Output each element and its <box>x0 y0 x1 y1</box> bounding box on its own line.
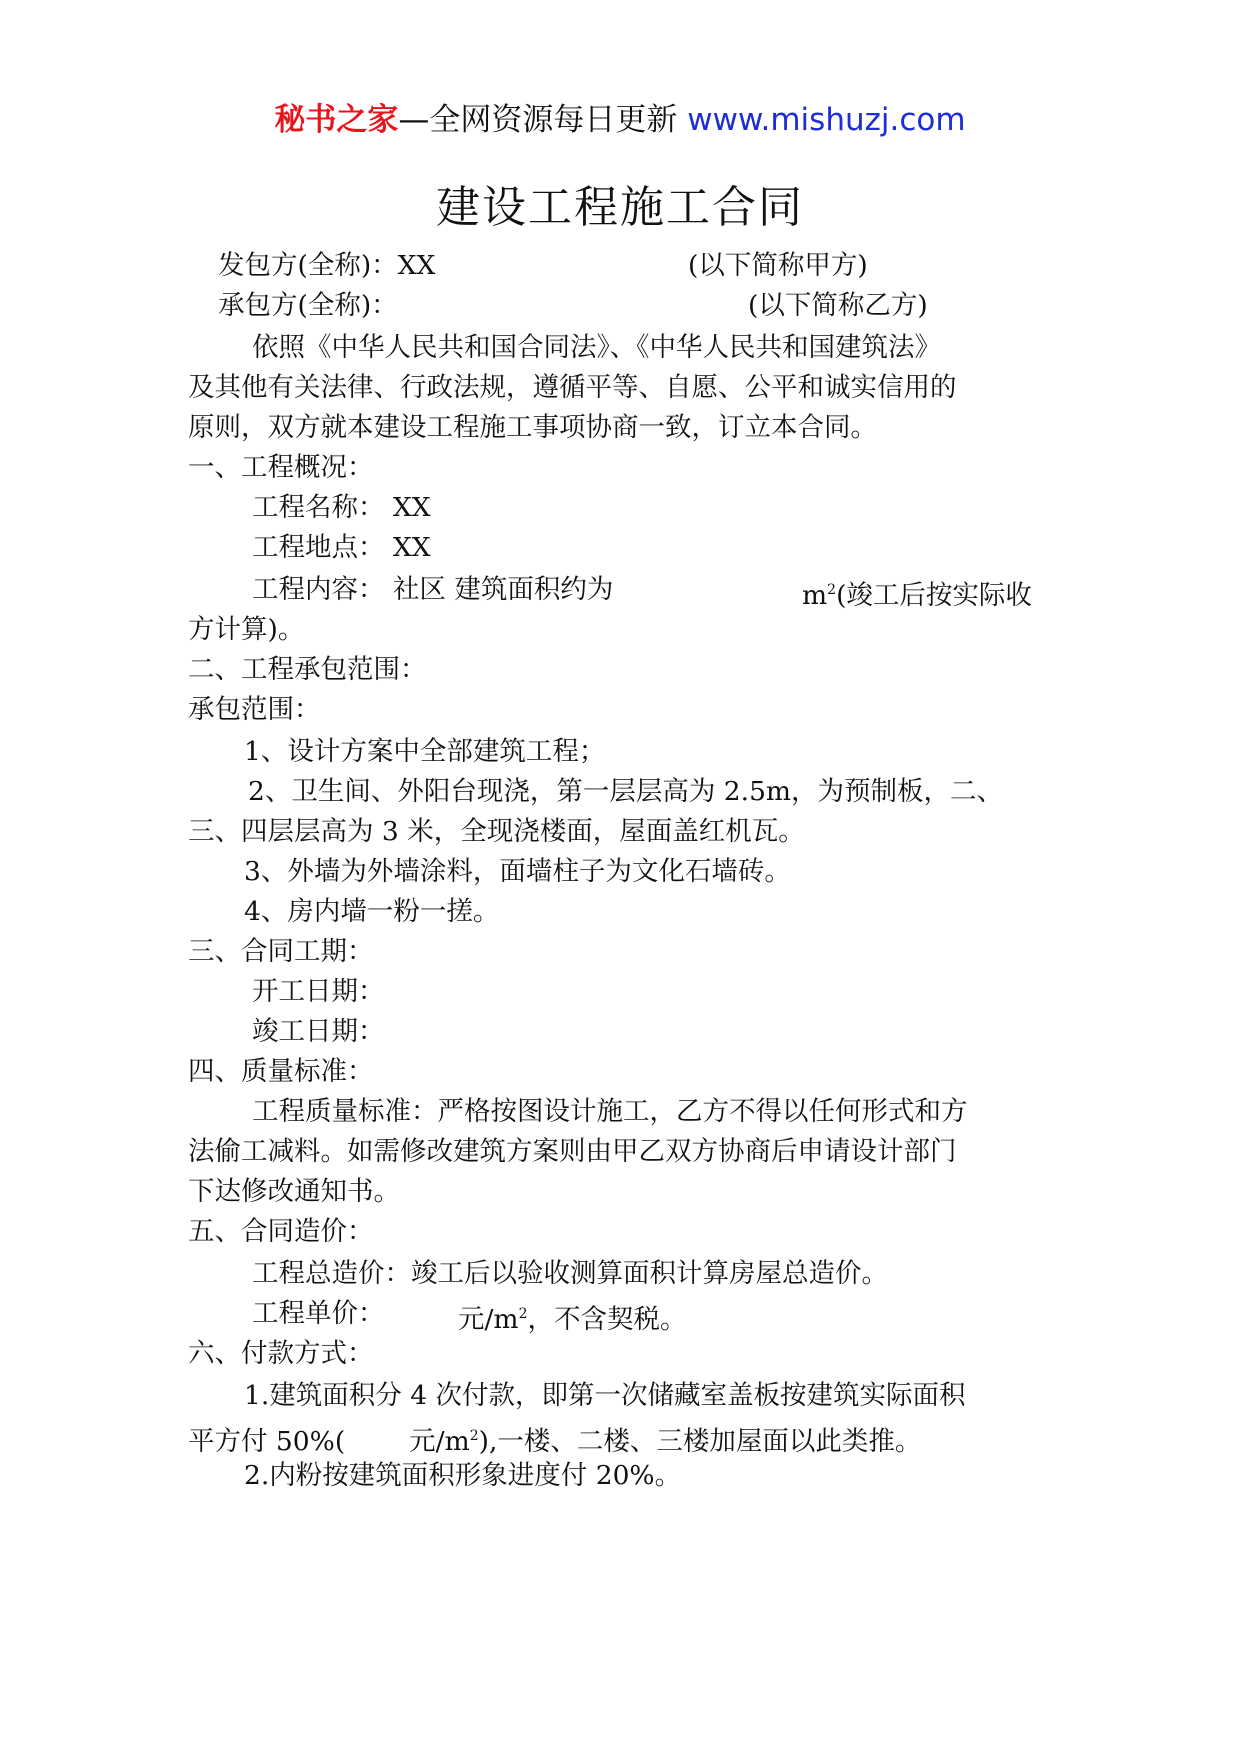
site-banner <box>0 100 1240 140</box>
section-2-heading: 二、工程承包范围： <box>188 654 427 685</box>
payment-unit-sup: 2 <box>469 1428 479 1444</box>
project-location: 工程地点： XX <box>252 532 431 563</box>
scope-item-2: 2、卫生间、外阳台现浇，第一层层高为 2.5m，为预制板，二、 <box>248 776 1004 807</box>
party-b-label: 承包方(全称)： <box>218 290 398 321</box>
project-content-note: (竣工后按实际收 <box>836 580 1032 611</box>
section-4-heading: 四、质量标准： <box>188 1056 374 1087</box>
unit-sup: 2 <box>827 582 837 598</box>
party-b-note: (以下简称乙方) <box>748 290 928 321</box>
quality-line-1: 工程质量标准：严格按图设计施工，乙方不得以任何形式和方 <box>252 1096 968 1127</box>
scope-item-4: 4、房内墙一粉一搓。 <box>244 896 500 927</box>
section-1-heading: 一、工程概况： <box>188 452 374 483</box>
banner-tagline: —全网资源每日更新 <box>398 102 678 138</box>
party-a-note: (以下简称甲方) <box>688 250 868 281</box>
project-content-cont: 方计算)。 <box>188 614 305 645</box>
banner-brand: 秘书之家 <box>274 102 399 138</box>
quality-line-3: 下达修改通知书。 <box>188 1176 400 1207</box>
scope-item-1: 1、设计方案中全部建筑工程； <box>244 736 606 767</box>
scope-item-3: 3、外墙为外墙涂料，面墙柱子为文化石墙砖。 <box>244 856 791 887</box>
start-date: 开工日期： <box>252 976 385 1007</box>
intro-line-2: 及其他有关法律、行政法规，遵循平等、自愿、公平和诚实信用的 <box>188 372 957 403</box>
unit-price-value <box>458 1296 686 1338</box>
payment-unit: 元/m <box>409 1426 470 1457</box>
payment-item-1-cont <box>188 1418 921 1460</box>
unit-price-sup: 2 <box>518 1306 528 1322</box>
payment-percent: 平方付 50%( <box>188 1426 346 1457</box>
payment-item-1-rest: ),一楼、二楼、三楼加屋面以此类推。 <box>478 1426 922 1457</box>
unit-m: m <box>802 580 828 611</box>
unit-price-note: ，不含契税。 <box>527 1304 687 1335</box>
unit-price-label: 工程单价： <box>252 1298 385 1329</box>
payment-item-2: 2.内粉按建筑面积形象进度付 20%。 <box>244 1460 682 1491</box>
document-title: 建设工程施工合同 <box>436 182 804 233</box>
project-content-unit <box>802 572 1032 614</box>
end-date: 竣工日期： <box>252 1016 385 1047</box>
intro-line-3: 原则，双方就本建设工程施工事项协商一致，订立本合同。 <box>188 412 877 443</box>
section-3-heading: 三、合同工期： <box>188 936 374 967</box>
party-a-label: 发包方(全称)：XX <box>218 250 436 281</box>
banner-url-link[interactable]: www.mishuzj.com <box>687 102 966 138</box>
intro-line-1: 依照《中华人民共和国合同法》、《中华人民共和国建筑法》 <box>252 332 941 363</box>
section-6-heading: 六、付款方式： <box>188 1338 374 1369</box>
scope-item-2-cont: 三、四层层高为 3 米，全现浇楼面，屋面盖红机瓦。 <box>188 816 805 847</box>
total-price: 工程总造价：竣工后以验收测算面积计算房屋总造价。 <box>252 1258 888 1289</box>
scope-subheading: 承包范围： <box>188 694 321 725</box>
project-content: 工程内容： 社区 建筑面积约为 <box>252 574 614 605</box>
payment-item-1: 1.建筑面积分 4 次付款，即第一次储藏室盖板按建筑实际面积 <box>244 1380 966 1411</box>
section-5-heading: 五、合同造价： <box>188 1216 374 1247</box>
unit-price-unit: 元/m <box>458 1304 519 1335</box>
quality-line-2: 法偷工减料。如需修改建筑方案则由甲乙双方协商后申请设计部门 <box>188 1136 957 1167</box>
project-name: 工程名称： XX <box>252 492 431 523</box>
